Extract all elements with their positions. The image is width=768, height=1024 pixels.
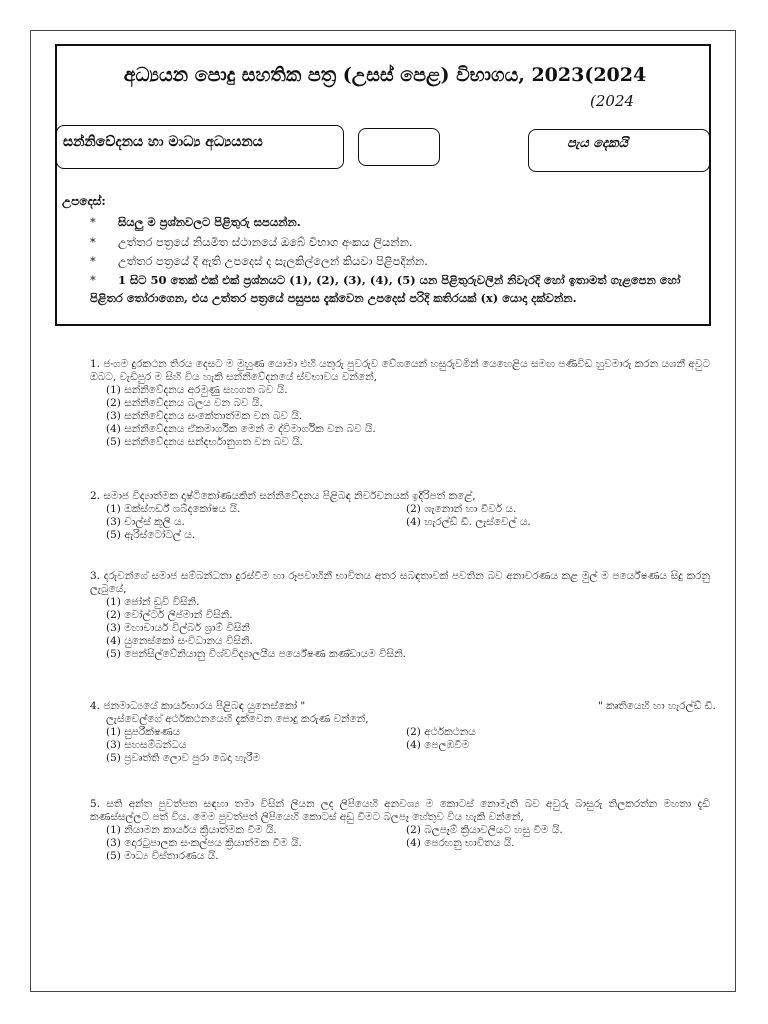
option: (5) මාධ්‍ය විස්තාරණය යි. [106,850,219,862]
option: (1) සුපරීක්ෂණය [106,726,181,738]
instruction-text: උත්තර පත්‍රයේ දී ඇති උපදෙස් ද සැලකිල්ලෙන් කියවා පිළිපදින්න. [118,254,428,268]
instruction-item [90,271,702,307]
instruction-text: 1 සිට 50 තෙක් එක් එක් ප්‍රශ්නයට (1), (2), (3), (4), (5) යන පිළිතුරුවලින් නිවැරදි හෝ ඉතාමත් ගැළපෙන හෝ පිළිතර තෝරාගෙන, එය උත්තර පත්‍රයේ පසුපස දැක්වෙන උපදෙස් පරිදි කතිරයක් (x) යොදා දක්වන්න. [90,273,681,305]
option: (4) පෙරහනු භාවිතය යි. [406,837,515,849]
instruction-text: සියලු ම ප්‍රශ්නවලට පිළිතුරු සපයන්න. [118,215,301,229]
options-grid [90,503,710,542]
subject-box [56,125,344,169]
option: (2) බලපෑම් ක්‍රියාවලියට හසු වීම යි. [406,824,563,836]
option: (5) ප්‍රවෘත්ති ලොව පුරා බෙදා හැරීම [106,752,261,764]
question-stem-right: " කෘතියෙහි හා හැරල්ඩ් ඩී. [598,700,716,712]
option: (3) සහසම්බන්ධය [106,739,187,751]
subject-label: සන්නිවේදනය හා මාධ්‍ය අධ්‍යයනය [63,134,263,150]
question-stem: 3. දරුවන්ගේ සමාජ සම්බන්ධතා දුරස්වීම හා රූපවාහිනී භාවිතය අතර සබඳතාවක් පවතින බව අනාවරණය කළ මුල් ම පර්යේෂණය සිදු කරනු ලැබුයේ, [90,570,710,595]
question-stem: 5. සති අන්ත පුවත්පත සඳහා තමා විසින් ලියන ලද ලිපියෙහි අනවශ්‍ය ම කොටස් නොමැති බව අවුරු බාසුරු තිලකරත්න මහතා දැඩි කණස්සල්ලට පත් විය. මෙම පුවත්පත් ලිපියෙහි කොටස් අඩු වීමට බලපෑ හේතුව විය හැකි වන්නේ, [90,798,710,823]
option: (3) චාල්ස් කූලි ය. [106,516,185,528]
option: (3) දොරටුපාලක සංකල්පය ක්‍රියාත්මක වීම යි. [106,837,302,849]
option: (1) සන්නිවේදනය අරමුණු සහගත බව යි. [106,384,288,396]
question-1 [90,358,710,449]
option: (5) සන්නිවේදනය සන්දර්භානුගත වන බව යි. [106,436,303,448]
option: (5) පෙන්සිල්වේනියානු විශ්වවිද්‍යාලයීය පර්යේෂණ කණ්ඩායම විසිනි. [106,648,406,660]
instruction-item [90,215,301,230]
instruction-item [90,254,428,269]
question-stem: 4. ජනමාධ්‍යයේ කාර්යභාරය පිළිබඳ යුනෙස්කෝ " [90,700,306,712]
bullet: * [90,235,96,249]
options-grid [90,726,710,765]
option: (1) ඔක්ස්ෆර්ඩ් ශබ්දකෝෂය යි. [106,503,241,515]
duration-underline [566,171,640,172]
bullet: * [90,254,96,268]
subject-code-box [358,128,440,166]
question-stem-line [90,700,716,713]
bullet: * [90,215,96,229]
bullet: * [90,273,96,287]
option: (2) සන්නිවේදනය බලය වන බව යි. [106,397,263,409]
option: (3) මහාචාර්ය විල්බර් ශ්‍රාම් විසිනි [106,622,250,634]
option: (2) වෝල්ටර් ලිප්මාන් විසිනි. [106,609,233,621]
option: (4) පෙලඹවීම [406,739,470,751]
duration-box [528,129,710,172]
option: (1) නියාමන කාර්යය ක්‍රියාත්මක වීම යි. [106,824,277,836]
question-5 [90,798,710,863]
options-grid [90,824,710,863]
option: (5) ඇරිස්ටෝටල් ය. [106,529,196,541]
question-2 [90,490,710,542]
question-4 [90,700,716,765]
option: (3) සන්නිවේදනය සංකේතාත්මක වන බව යි. [106,410,303,422]
question-3 [90,570,710,661]
duration-label: පැය දෙකයි [567,136,628,151]
question-stem-cont: ලැස්වෙල්ගේ අර්ථකථනයෙහි දැක්වෙන පොදු කරුණ වන්නේ, [106,713,369,725]
option: (4) යුනෙස්කෝ සංවිධානය විසිනි. [106,635,253,647]
question-stem: 1. ජංගම දුරකථන තිරය දෙසට ම මුහුණ යොමා එහි යතුරු පුවරුව වේගයෙන් හසුරුවමින් යෙහෙළිය සමඟ පණිවිඩ හුවමාරු කරන යශනී අවුට ඔබට, වැඩිපුර ම සිහි විය හැකි සන්නිවේදනයේ ස්වභාවය වන්නේ, [90,358,710,383]
exam-year-sub: (2024 [590,92,635,110]
instruction-item [90,235,413,250]
instruction-text: උත්තර පත්‍රයේ නියමිත ස්ථානයේ ඔබේ විභාග අංකය ලියන්න. [118,235,413,249]
option: (2) ශැනොන් හා වීවර් ය. [406,503,517,515]
option: (1) ජෝන් ඩුවි විසිනි. [106,596,200,608]
question-stem: 2. සමාජ විද්‍යාත්මක දෘෂ්ටිකෝණයකින් සන්නිවේදනය පිළිබඳ නිර්වචනයක් ඉදිරිපත් කළේ, [90,490,476,502]
option: (4) සන්නිවේදනය ඒකමාර්ගික මෙන් ම ද්විමාර්ගික වන බව යි. [106,423,376,435]
exam-title: අධ්‍යයන පොදු සහතික පත්‍ර (උසස් පෙළ) විභාගය, 2023(2024 [123,64,647,86]
instructions-heading: උපදෙස්: [62,194,106,208]
option: (2) අර්ථකථනය [406,726,476,738]
option: (4) හැරල්ඩ් ඩී. ලැස්වෙල් ය. [406,516,531,528]
